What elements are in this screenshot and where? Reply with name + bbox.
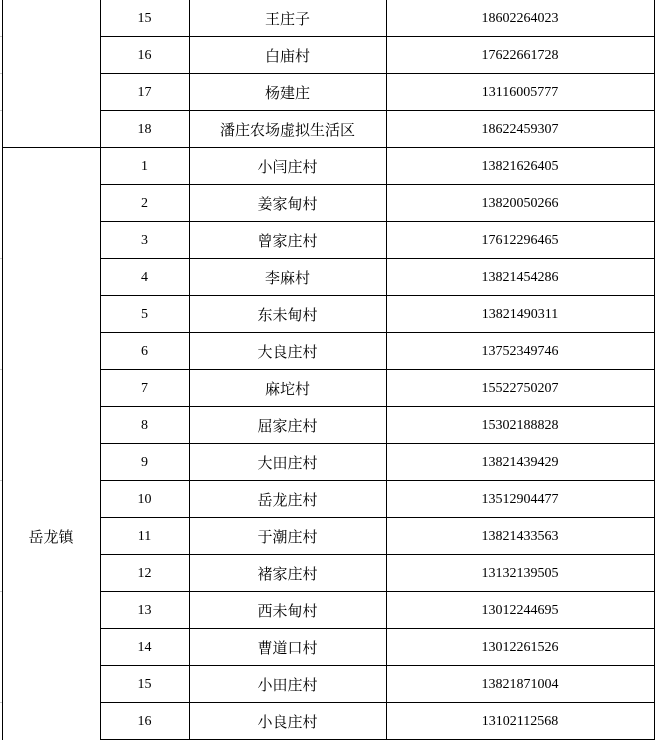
village-name: 小良庄村 [257, 713, 318, 731]
village-name: 小闫庄村 [257, 158, 318, 176]
village-name: 东未甸村 [257, 306, 318, 324]
row-number: 12 [137, 565, 152, 581]
row-divider [100, 443, 655, 444]
row-number: 9 [141, 454, 148, 470]
village-name: 西未甸村 [257, 602, 318, 620]
row-number: 1 [141, 158, 148, 174]
table-border-right [654, 0, 655, 740]
column-divider [100, 0, 101, 740]
phone-number: 13821871004 [481, 676, 559, 692]
guide-line [0, 369, 2, 370]
row-number: 8 [141, 417, 148, 433]
row-divider [100, 221, 655, 222]
row-divider [100, 628, 655, 629]
village-name: 杨建庄 [264, 84, 310, 102]
row-number: 4 [141, 269, 148, 285]
village-name: 麻坨村 [264, 380, 310, 398]
phone-number: 13012261526 [481, 639, 559, 655]
row-number: 17 [137, 84, 152, 100]
village-name: 大田庄村 [257, 454, 318, 472]
table-border-left [2, 0, 3, 740]
phone-number: 17622661728 [481, 47, 559, 63]
guide-line [0, 110, 2, 111]
village-name: 褚家庄村 [257, 565, 318, 583]
village-name: 李麻村 [264, 269, 310, 287]
row-number: 15 [137, 10, 152, 26]
phone-number: 15522750207 [481, 380, 559, 396]
guide-line [0, 702, 2, 703]
row-number: 7 [141, 380, 148, 396]
row-number: 18 [137, 121, 152, 137]
phone-number: 13132139505 [481, 565, 559, 581]
town-name: 岳龙镇 [28, 528, 74, 546]
village-name: 于潮庄村 [257, 528, 318, 546]
row-number: 2 [141, 195, 148, 211]
group-divider [2, 147, 655, 148]
guide-line [0, 36, 2, 37]
village-name: 屈家庄村 [257, 417, 318, 435]
phone-number: 13820050266 [481, 195, 559, 211]
phone-number: 13512904477 [481, 491, 559, 507]
row-number: 14 [137, 639, 152, 655]
village-name: 潘庄农场虚拟生活区 [219, 121, 355, 139]
guide-line [0, 480, 2, 481]
village-name: 岳龙庄村 [257, 491, 318, 509]
row-divider [100, 702, 655, 703]
column-divider [189, 0, 190, 740]
row-divider [100, 36, 655, 37]
phone-number: 15302188828 [481, 417, 559, 433]
village-name: 小田庄村 [257, 676, 318, 694]
phone-number: 18622459307 [481, 121, 559, 137]
row-number: 15 [137, 676, 152, 692]
phone-number: 13821490311 [481, 306, 559, 322]
row-number: 13 [137, 602, 152, 618]
row-number: 16 [137, 47, 152, 63]
phone-number: 13102112568 [481, 713, 559, 729]
row-number: 3 [141, 232, 148, 248]
row-divider [100, 591, 655, 592]
row-divider [100, 332, 655, 333]
column-divider [386, 0, 387, 740]
guide-line [0, 258, 2, 259]
row-divider [100, 517, 655, 518]
row-number: 5 [141, 306, 148, 322]
row-number: 10 [137, 491, 152, 507]
guide-line [0, 73, 2, 74]
phone-number: 13821454286 [481, 269, 559, 285]
guide-line [0, 591, 2, 592]
row-number: 6 [141, 343, 148, 359]
row-divider [100, 665, 655, 666]
phone-number: 17612296465 [481, 232, 559, 248]
row-divider [100, 73, 655, 74]
row-number: 11 [137, 528, 152, 544]
row-divider [100, 369, 655, 370]
row-divider [100, 480, 655, 481]
phone-number: 13821626405 [481, 158, 559, 174]
row-divider [100, 554, 655, 555]
village-name: 曹道口村 [257, 639, 318, 657]
row-divider [100, 258, 655, 259]
row-divider [100, 295, 655, 296]
village-name: 曾家庄村 [257, 232, 318, 250]
row-number: 16 [137, 713, 152, 729]
village-name: 大良庄村 [257, 343, 318, 361]
row-divider [100, 110, 655, 111]
phone-number: 13752349746 [481, 343, 559, 359]
village-name: 王庄子 [264, 10, 310, 28]
village-name: 姜家甸村 [257, 195, 318, 213]
phone-number: 13821433563 [481, 528, 559, 544]
row-divider [100, 184, 655, 185]
village-name: 白庙村 [264, 47, 310, 65]
phone-number: 13116005777 [481, 84, 559, 100]
row-divider [100, 406, 655, 407]
phone-number: 13012244695 [481, 602, 559, 618]
phone-number: 18602264023 [481, 10, 559, 26]
phone-number: 13821439429 [481, 454, 559, 470]
